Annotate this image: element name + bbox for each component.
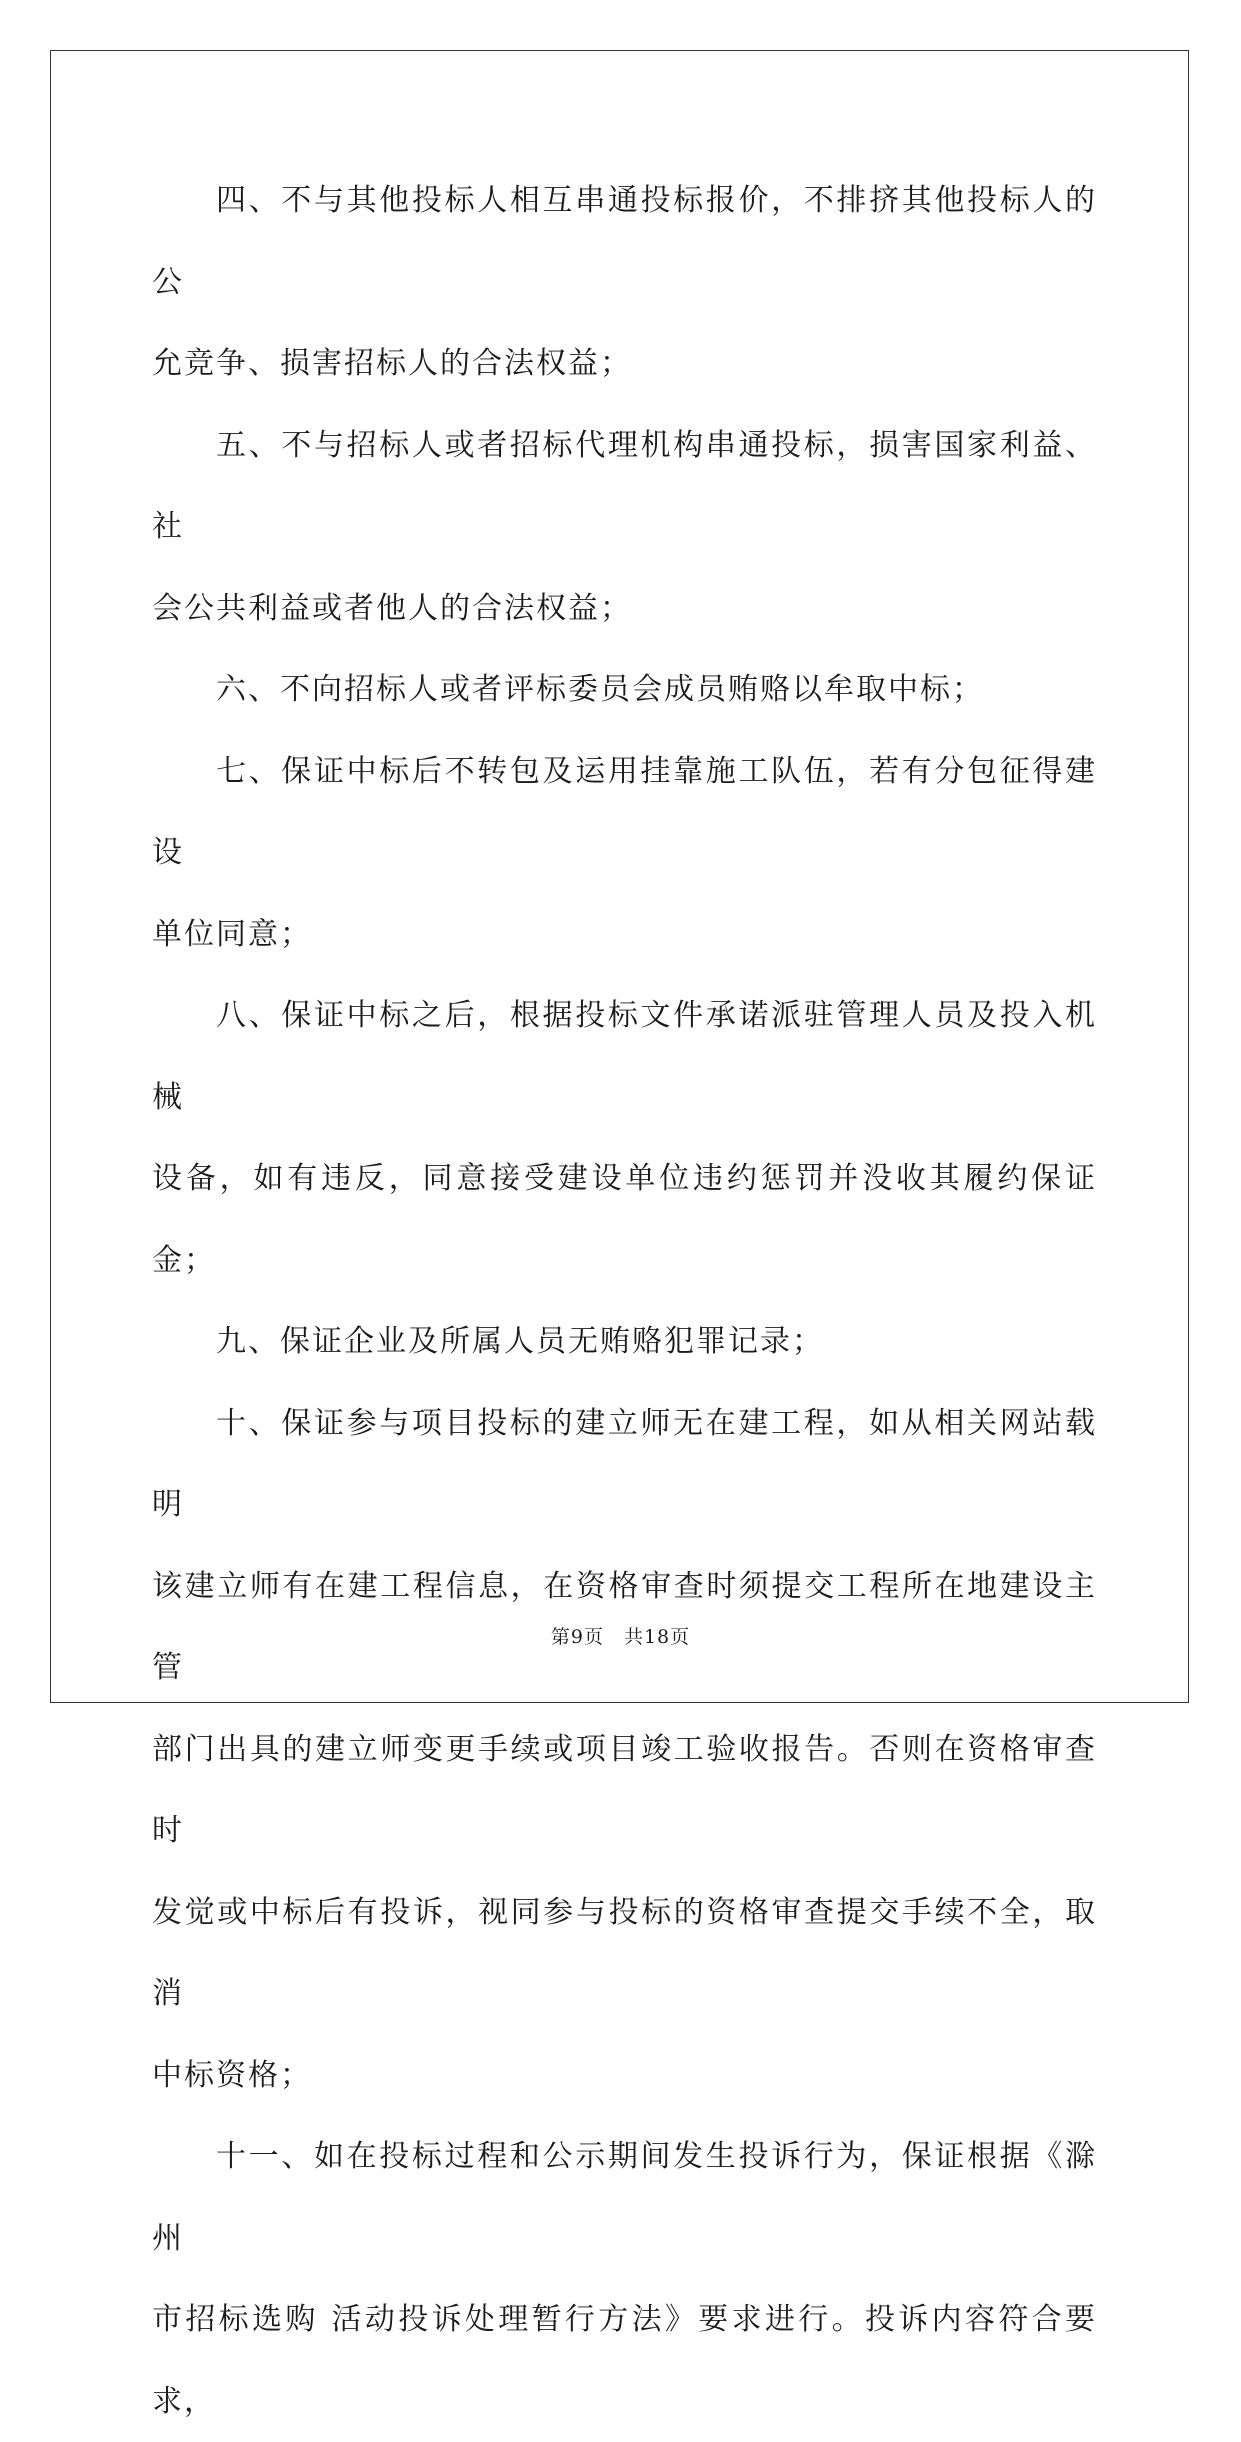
document-line: 中标资格；: [152, 2057, 312, 2093]
document-line: 九、保证企业及所属人员无贿赂犯罪记录；: [216, 1324, 824, 1359]
document-line: 五、不与招标人或者招标代理机构串通投标，损害国家利益、社: [152, 427, 1097, 544]
document-line: 单位同意；: [152, 916, 312, 952]
document-line: 七、保证中标后不转包及运用挂靠施工队伍，若有分包征得建设: [152, 753, 1097, 870]
document-line: 八、保证中标之后，根据投标文件承诺派驻管理人员及投入机械: [152, 998, 1097, 1115]
document-line: 设备，如有违反，同意接受建设单位违约惩罚并没收其履约保证金；: [152, 1161, 1097, 1278]
page-total: 共18页: [623, 1626, 691, 1648]
document-line: 四、不与其他投标人相互串通投标报价，不排挤其他投标人的公: [152, 183, 1097, 300]
document-line: 会公共利益或者他人的合法权益；: [152, 590, 632, 626]
document-line: 六、不向招标人或者评标委员会成员贿赂以牟取中标；: [216, 672, 984, 707]
page-number: 第9页: [550, 1626, 604, 1648]
document-body: [152, 160, 1097, 2442]
document-line: 市招标选购 活动投诉处理暂行方法》要求进行。投诉内容符合要求，: [152, 2302, 1097, 2419]
document-line: 允竞争、损害招标人的合法权益；: [152, 346, 632, 381]
document-line: 发觉或中标后有投诉，视同参与投标的资格审查提交手续不全，取消: [152, 1894, 1097, 2011]
document-line: 部门出具的建立师变更手续或项目竣工验收报告。否则在资格审查时: [152, 1731, 1097, 1848]
document-line: 十、保证参与项目投标的建立师无在建工程，如从相关网站载明: [152, 1405, 1097, 1522]
page-footer: [0, 1622, 1241, 1649]
document-line: 该建立师有在建工程信息，在资格审查时须提交工程所在地建设主管: [152, 1568, 1097, 1685]
document-line: 十一、如在投标过程和公示期间发生投诉行为，保证根据《滁州: [152, 2139, 1097, 2256]
